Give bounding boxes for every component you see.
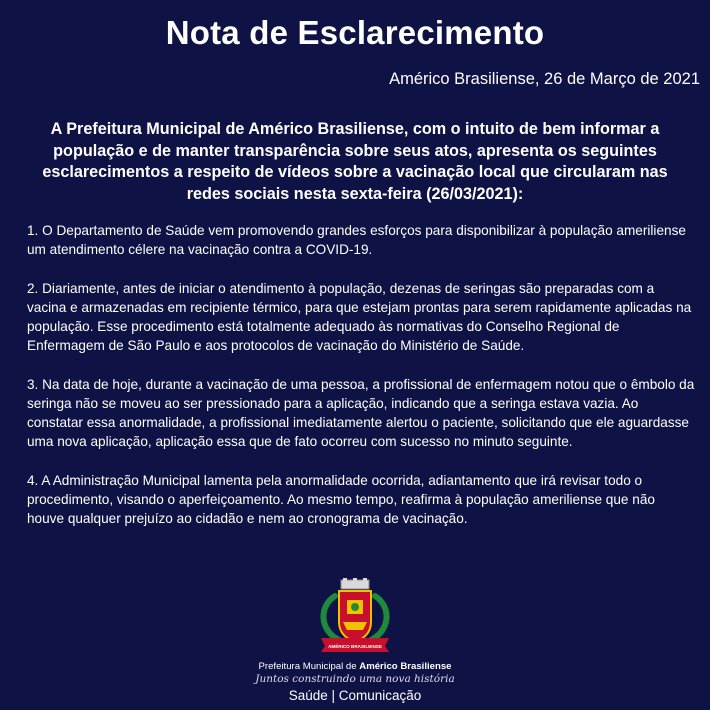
- right-laurel: [371, 596, 387, 640]
- ribbon-text: AMÉRICO BRASILIENSE: [328, 644, 382, 649]
- municipal-coat-of-arms-icon: [313, 578, 397, 654]
- footer-org: [0, 661, 710, 672]
- footer-slogan: Juntos construindo uma nova história: [255, 673, 455, 685]
- footer-prefix: Prefeitura Municipal de: [258, 661, 360, 672]
- left-laurel: [323, 596, 339, 640]
- dateline: Américo Brasiliense, 26 de Março de 2021: [389, 70, 700, 88]
- note-body: [27, 221, 695, 547]
- page-title: Nota de Esclarecimento: [165, 14, 545, 51]
- footer-department: Saúde | Comunicação: [288, 688, 422, 703]
- paragraph-3: 3. Na data de hoje, durante a vacinação de uma pessoa, a profissional de enfermagem notou que o êmbolo da seringa não se moveu ao ser pressionado para a aplicação, indicando que a seringa estava vazia. Ao constatar essa anormalidade, a profissional imediatamente alertou o paciente, solicitando que ele aguardasse uma nova aplicação, aplicação essa que de fato ocorreu com sucesso no minuto seguinte.: [27, 376, 695, 450]
- paragraph-1: 1. O Departamento de Saúde vem promovendo grandes esforços para disponibilizar à população ameriliense um atendimento célere na vacinação contra a COVID-19.: [27, 223, 686, 258]
- intro-paragraph: A Prefeitura Municipal de Américo Brasiliense, com o intuito de bem informar a população e de manter transparência sobre seus atos, apresenta os seguintes esclarecimentos a respeito de vídeos sobre a vacinação local que circularam nas redes sociais nesta sexta-feira (26/03/2021):: [42, 120, 668, 203]
- paragraph-4: 4. A Administração Municipal lamenta pela anormalidade ocorrida, adiantamento que irá revisar todo o procedimento, visando o aperfeiçoamento. Ao mesmo tempo, reafirma à população ameriliense que não houve qualquer prejuízo ao cidadão e nem ao cronograma de vacinação.: [27, 472, 655, 526]
- shield: [339, 591, 371, 642]
- paragraph-2: 2. Diariamente, antes de iniciar o atendimento à população, dezenas de seringas são preparadas com a vacina e armazenadas em recipiente térmico, para que estejam prontas para serem rapidamente aplicadas na população. Esse procedimento está totalmente adequado às normativas do Conselho Regional de Enfermagem de São Paulo e aos protocolos de vacinação do Ministério de Saúde.: [27, 280, 692, 354]
- footer-city: Américo Brasiliense: [359, 661, 452, 672]
